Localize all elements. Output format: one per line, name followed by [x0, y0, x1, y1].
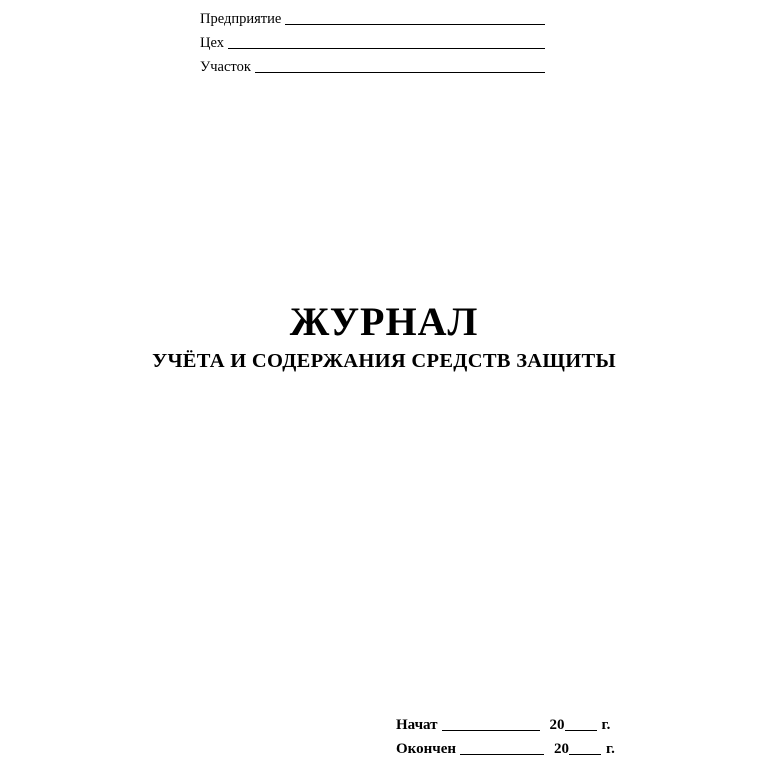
enterprise-label: Предприятие — [200, 11, 282, 27]
ended-date-blank — [460, 740, 544, 755]
workshop-field — [200, 30, 545, 51]
workshop-label: Цех — [200, 35, 224, 51]
journal-title: ЖУРНАЛ — [289, 299, 479, 344]
started-label: Начат — [396, 717, 438, 733]
started-date-row — [396, 712, 646, 734]
title-block — [0, 298, 768, 374]
section-field — [200, 54, 545, 75]
ended-year-prefix: 20 — [554, 741, 570, 757]
section-blank-line — [255, 57, 545, 73]
ended-year-suffix: г. — [606, 741, 615, 757]
started-year-prefix: 20 — [549, 717, 565, 733]
started-date-blank — [442, 716, 540, 731]
section-label: Участок — [200, 59, 251, 75]
enterprise-blank-line — [285, 9, 545, 25]
enterprise-field — [200, 6, 545, 27]
journal-subtitle: УЧЁТА И СОДЕРЖАНИЯ СРЕДСТВ ЗАЩИТЫ — [152, 350, 616, 372]
ended-date-row — [396, 736, 646, 758]
started-year-blank — [565, 716, 597, 731]
ended-label: Окончен — [396, 741, 457, 757]
header-fields — [200, 6, 545, 78]
date-fields — [396, 712, 646, 760]
ended-year-blank — [569, 740, 601, 755]
started-year-suffix: г. — [601, 717, 611, 733]
workshop-blank-line — [228, 33, 545, 49]
